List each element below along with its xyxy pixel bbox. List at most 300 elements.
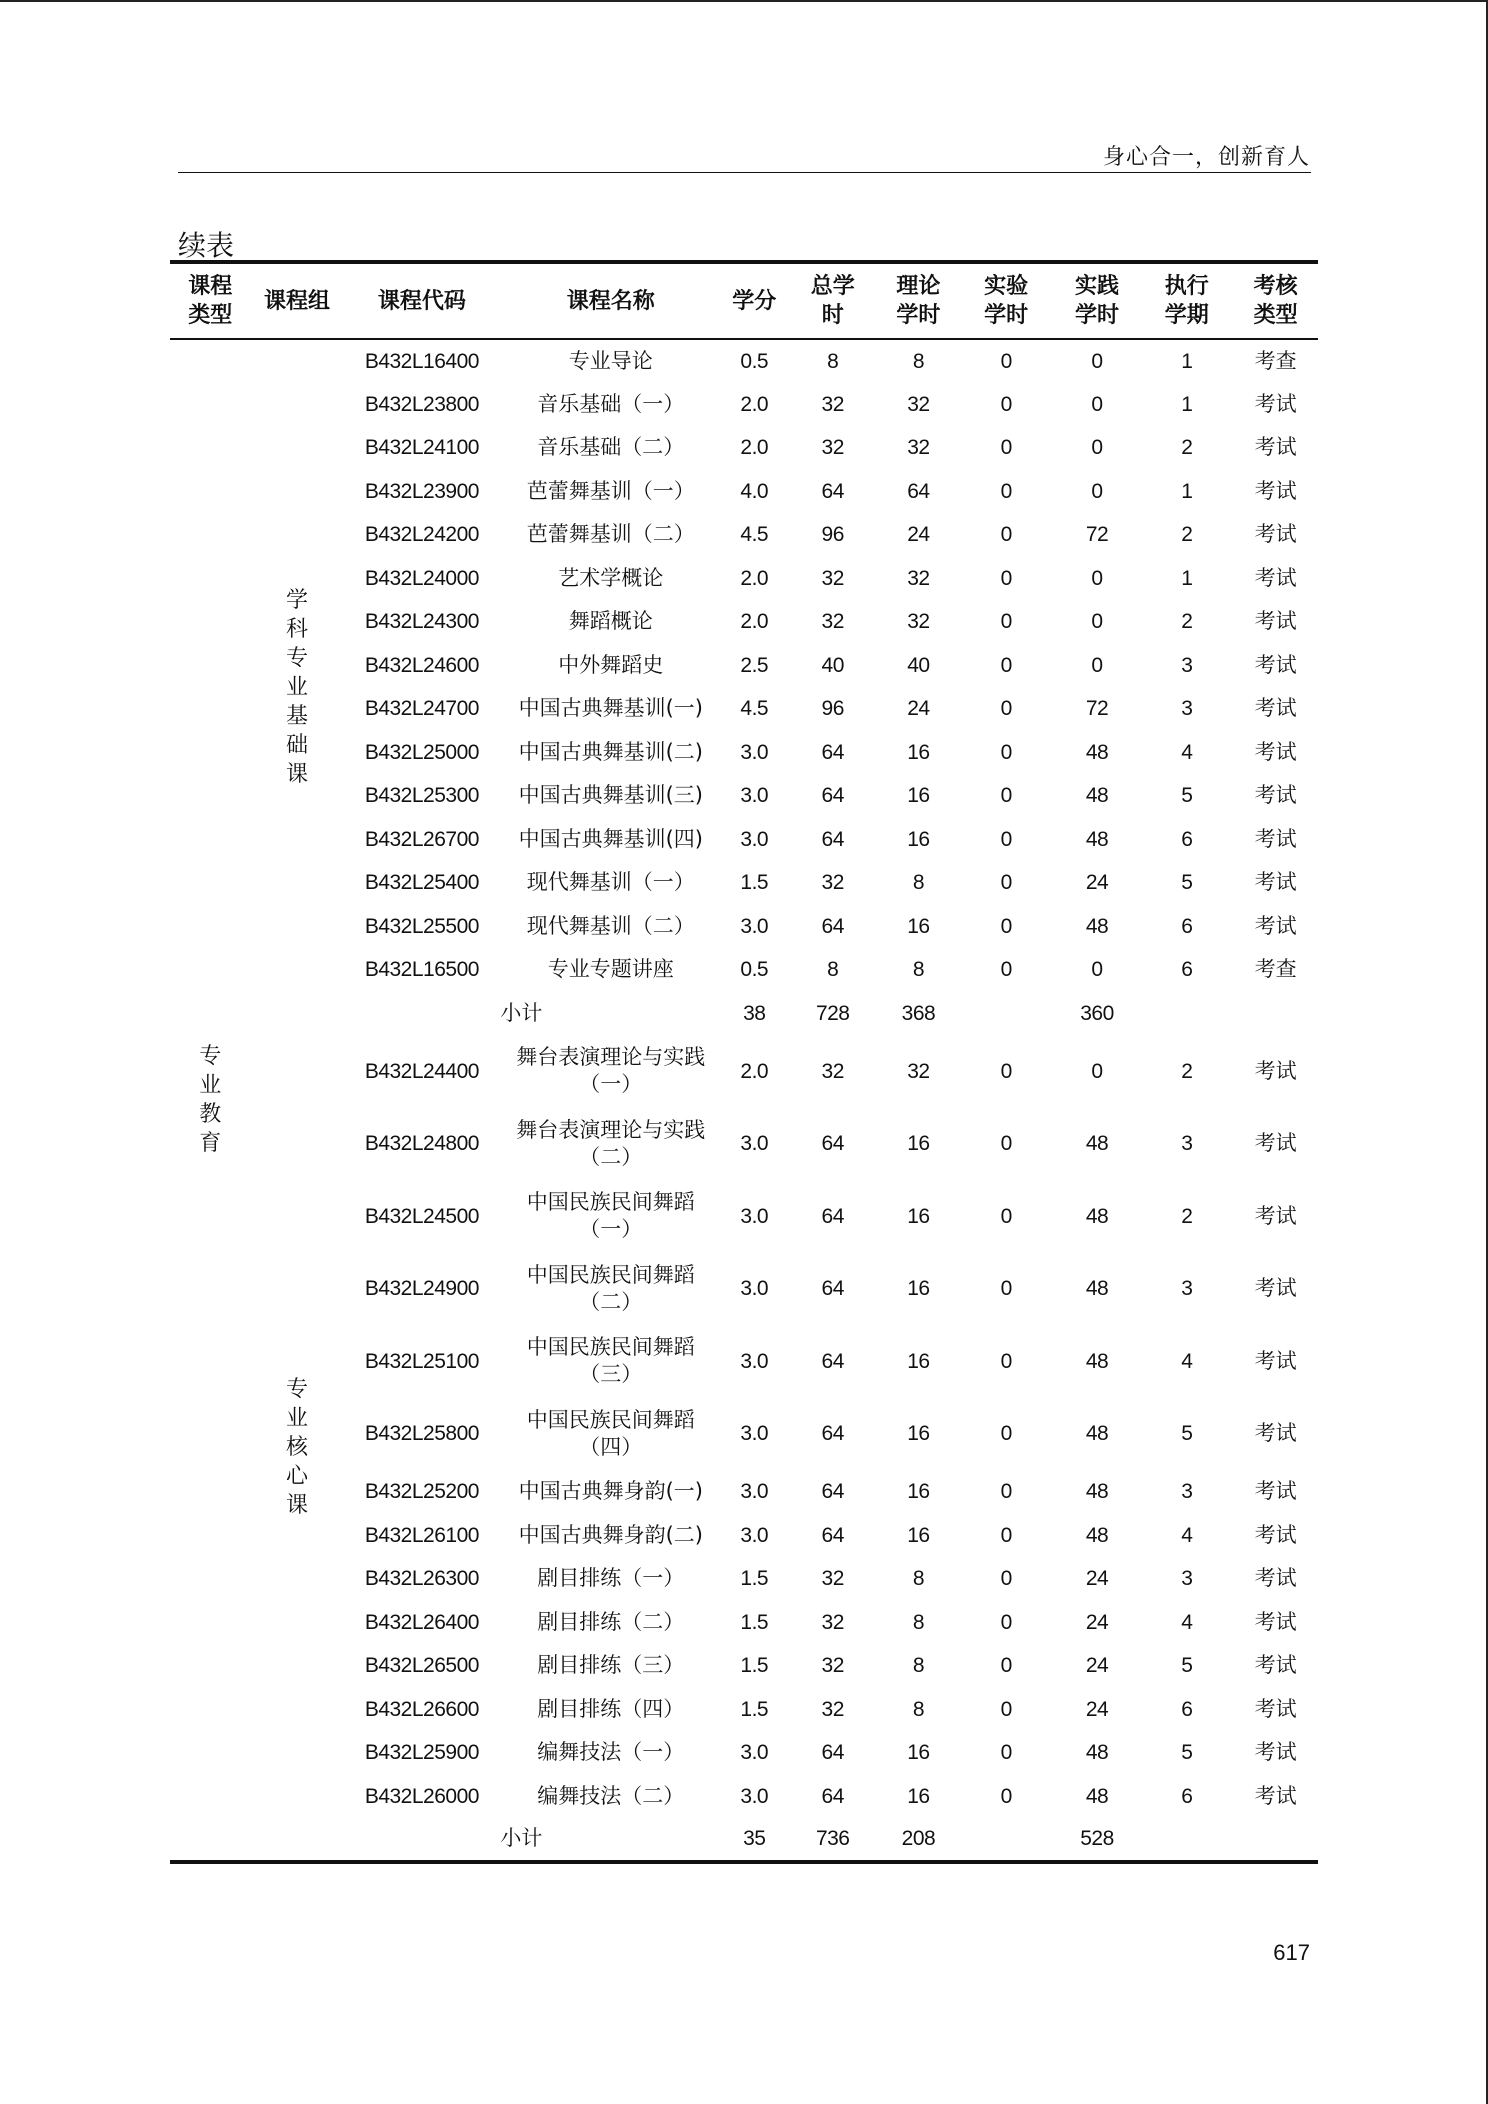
course-name: 剧目排练（一） — [537, 1566, 685, 1591]
practice-hours: 48 — [1085, 784, 1109, 808]
col-group-header: 课程组 — [251, 262, 344, 339]
course-code: B432L25800 — [364, 1422, 479, 1446]
semester: 6 — [1181, 1697, 1193, 1721]
theory-hours: 16 — [907, 914, 930, 938]
total-hours: 32 — [821, 566, 844, 590]
practice-hours: 48 — [1085, 1784, 1109, 1808]
total-hours: 32 — [821, 1654, 844, 1678]
lab-hours: 0 — [1000, 1567, 1012, 1591]
practice-hours: 48 — [1085, 1741, 1109, 1765]
course-code: B432L26500 — [364, 1654, 479, 1678]
practice-hours: 0 — [1091, 392, 1103, 416]
semester: 2 — [1181, 1204, 1193, 1228]
practice-hours: 48 — [1085, 1277, 1109, 1301]
course-group-label: 专业核心课 — [285, 1376, 308, 1518]
theory-hours: 16 — [907, 1741, 930, 1765]
semester: 6 — [1181, 958, 1193, 982]
credit: 0.5 — [740, 958, 769, 982]
semester: 6 — [1181, 827, 1193, 851]
course-name: 剧目排练（二） — [537, 1609, 685, 1634]
course-code: B432L16500 — [364, 958, 479, 982]
assessment-type: 考试 — [1254, 435, 1297, 460]
theory-hours: 8 — [912, 1697, 924, 1721]
lab-hours: 0 — [1000, 827, 1012, 851]
theory-hours: 32 — [907, 436, 930, 460]
practice-hours: 48 — [1085, 740, 1109, 764]
credit: 3.0 — [740, 1277, 769, 1301]
theory-hours: 40 — [907, 653, 930, 677]
course-name: 编舞技法（二） — [537, 1783, 685, 1808]
practice-hours: 0 — [1091, 653, 1103, 677]
practice-hours: 24 — [1085, 1610, 1109, 1634]
course-code: B432L25200 — [364, 1480, 479, 1504]
lab-hours: 0 — [1000, 436, 1012, 460]
subtotal-theory-hours: 368 — [901, 1001, 936, 1025]
semester: 3 — [1181, 1132, 1193, 1156]
course-name: 中国古典舞基训(三) — [518, 783, 703, 808]
subtotal-practice-hours: 528 — [1080, 1827, 1114, 1851]
subtotal-semester-empty — [1140, 1818, 1233, 1862]
credit: 3.0 — [740, 784, 769, 808]
credit: 4.5 — [740, 697, 769, 721]
running-head: 身心合一，创新育人 — [1102, 145, 1310, 170]
lab-hours: 0 — [1000, 1277, 1012, 1301]
assessment-type: 考试 — [1254, 1421, 1297, 1446]
course-name: 专业专题讲座 — [547, 957, 674, 982]
course-name: 舞台表演理论与实践（二） — [516, 1117, 706, 1169]
total-hours: 32 — [821, 436, 844, 460]
course-name: 艺术学概论 — [558, 565, 664, 590]
theory-hours: 16 — [907, 784, 930, 808]
course-code: B432L16400 — [364, 349, 479, 373]
lab-hours: 0 — [1000, 871, 1012, 895]
col-theory-hours-header: 理论学时 — [878, 262, 959, 339]
assessment-type: 考试 — [1254, 783, 1297, 808]
total-hours: 64 — [821, 784, 844, 808]
header-rule — [178, 172, 1311, 173]
subtotal-practice-hours: 360 — [1080, 1001, 1114, 1025]
total-hours: 8 — [827, 958, 839, 982]
assessment-type: 考试 — [1254, 652, 1297, 677]
lab-hours: 0 — [1000, 1059, 1012, 1083]
course-code: B432L24400 — [364, 1059, 479, 1083]
assessment-type: 考试 — [1254, 609, 1297, 634]
total-hours: 64 — [821, 1349, 844, 1373]
lab-hours: 0 — [1000, 1741, 1012, 1765]
theory-hours: 8 — [912, 1654, 924, 1678]
course-name: 剧目排练（三） — [537, 1653, 685, 1678]
practice-hours: 72 — [1085, 697, 1109, 721]
subtotal-label: 小计 — [500, 1000, 543, 1025]
total-hours: 32 — [821, 1610, 844, 1634]
assessment-type: 考试 — [1254, 1609, 1297, 1634]
credit: 3.0 — [740, 740, 769, 764]
semester: 4 — [1181, 1523, 1193, 1547]
semester: 3 — [1181, 1480, 1193, 1504]
course-name: 音乐基础（二） — [537, 435, 685, 460]
total-hours: 40 — [821, 653, 844, 677]
semester: 4 — [1181, 740, 1193, 764]
table-row — [170, 1035, 1318, 1108]
total-hours: 96 — [821, 697, 844, 721]
course-code: B432L24100 — [364, 436, 479, 460]
lab-hours: 0 — [1000, 1349, 1012, 1373]
subtotal-assessment-empty — [1233, 992, 1318, 1036]
semester: 5 — [1181, 1654, 1193, 1678]
assessment-type: 考试 — [1254, 522, 1297, 547]
credit: 4.0 — [740, 479, 769, 503]
course-name: 中国民族民间舞蹈（一） — [526, 1190, 695, 1242]
curriculum-table — [170, 260, 1318, 1864]
assessment-type: 考试 — [1254, 1131, 1297, 1156]
semester: 5 — [1181, 1422, 1193, 1446]
semester: 3 — [1181, 1277, 1193, 1301]
theory-hours: 16 — [907, 1523, 930, 1547]
course-code: B432L25400 — [364, 871, 479, 895]
total-hours: 64 — [821, 1277, 844, 1301]
course-name: 现代舞基训（二） — [526, 913, 695, 938]
course-name: 专业导论 — [568, 348, 653, 373]
theory-hours: 32 — [907, 1059, 930, 1083]
col-assessment-header: 考核类型 — [1233, 262, 1318, 339]
lab-hours: 0 — [1000, 392, 1012, 416]
course-name: 中国古典舞基训(二) — [518, 739, 703, 764]
total-hours: 64 — [821, 1132, 844, 1156]
total-hours: 64 — [821, 1784, 844, 1808]
credit: 2.0 — [740, 392, 769, 416]
practice-hours: 24 — [1085, 1567, 1109, 1591]
lab-hours: 0 — [1000, 349, 1012, 373]
practice-hours: 48 — [1085, 914, 1109, 938]
table-row — [170, 339, 1318, 383]
col-name-header: 课程名称 — [500, 262, 721, 339]
theory-hours: 16 — [907, 740, 930, 764]
course-code: B432L25300 — [364, 784, 479, 808]
credit: 3.0 — [740, 1422, 769, 1446]
col-practice-hours-header: 实践学时 — [1054, 262, 1141, 339]
lab-hours: 0 — [1000, 479, 1012, 503]
course-name: 中国民族民间舞蹈（二） — [526, 1262, 695, 1314]
lab-hours: 0 — [1000, 1654, 1012, 1678]
course-code: B432L24000 — [364, 566, 479, 590]
theory-hours: 8 — [912, 871, 924, 895]
course-code: B432L25500 — [364, 914, 479, 938]
semester: 3 — [1181, 697, 1193, 721]
total-hours: 64 — [821, 1422, 844, 1446]
subtotal-lab-empty — [959, 992, 1054, 1036]
lab-hours: 0 — [1000, 653, 1012, 677]
practice-hours: 0 — [1091, 1059, 1103, 1083]
total-hours: 32 — [821, 610, 844, 634]
semester: 5 — [1181, 784, 1193, 808]
course-name: 中外舞蹈史 — [558, 652, 664, 677]
subtotal-credit: 38 — [743, 1001, 766, 1025]
course-name: 中国民族民间舞蹈（三） — [526, 1335, 695, 1387]
page-top-border — [0, 0, 1488, 2]
course-code: B432L25900 — [364, 1741, 479, 1765]
credit: 2.0 — [740, 566, 769, 590]
assessment-type: 考试 — [1254, 739, 1297, 764]
theory-hours: 16 — [907, 1277, 930, 1301]
course-name: 舞台表演理论与实践（一） — [516, 1045, 706, 1097]
credit: 1.5 — [740, 1697, 769, 1721]
course-name: 中国民族民间舞蹈（四） — [526, 1407, 695, 1459]
credit: 4.5 — [740, 523, 769, 547]
credit: 1.5 — [740, 1567, 769, 1591]
course-name: 音乐基础（一） — [537, 391, 685, 416]
course-code: B432L24700 — [364, 697, 479, 721]
semester: 1 — [1181, 479, 1193, 503]
lab-hours: 0 — [1000, 1132, 1012, 1156]
total-hours: 64 — [821, 914, 844, 938]
assessment-type: 考试 — [1254, 870, 1297, 895]
lab-hours: 0 — [1000, 523, 1012, 547]
credit: 1.5 — [740, 871, 769, 895]
credit: 3.0 — [740, 827, 769, 851]
assessment-type: 考试 — [1254, 1783, 1297, 1808]
practice-hours: 0 — [1091, 610, 1103, 634]
col-credit-header: 学分 — [721, 262, 787, 339]
continued-label: 续表 — [178, 229, 235, 262]
subtotal-code-empty — [343, 992, 500, 1036]
practice-hours: 48 — [1085, 1204, 1109, 1228]
assessment-type: 考试 — [1254, 696, 1297, 721]
course-type-label: 专业教育 — [199, 1043, 222, 1156]
col-total-hours-header: 总学时 — [787, 262, 878, 339]
course-name: 芭蕾舞基训（二） — [526, 522, 695, 547]
col-code-header: 课程代码 — [343, 262, 500, 339]
course-code: B432L25000 — [364, 740, 479, 764]
semester: 6 — [1181, 914, 1193, 938]
total-hours: 32 — [821, 1059, 844, 1083]
lab-hours: 0 — [1000, 566, 1012, 590]
practice-hours: 48 — [1085, 1422, 1109, 1446]
credit: 3.0 — [740, 1349, 769, 1373]
semester: 6 — [1181, 1784, 1193, 1808]
credit: 3.0 — [740, 914, 769, 938]
semester: 2 — [1181, 436, 1193, 460]
assessment-type: 考试 — [1254, 1203, 1297, 1228]
subtotal-theory-hours: 208 — [901, 1827, 936, 1851]
practice-hours: 48 — [1085, 1480, 1109, 1504]
semester: 5 — [1181, 871, 1193, 895]
course-code: B432L26700 — [364, 827, 479, 851]
course-name: 中国古典舞身韵(一) — [518, 1479, 703, 1504]
theory-hours: 16 — [907, 1784, 930, 1808]
assessment-type: 考试 — [1254, 1348, 1297, 1373]
assessment-type: 考试 — [1254, 1740, 1297, 1765]
course-code: B432L24300 — [364, 610, 479, 634]
assessment-type: 考查 — [1254, 348, 1297, 373]
total-hours: 64 — [821, 479, 844, 503]
theory-hours: 32 — [907, 610, 930, 634]
theory-hours: 16 — [907, 1349, 930, 1373]
total-hours: 32 — [821, 1567, 844, 1591]
total-hours: 64 — [821, 1204, 844, 1228]
assessment-type: 考试 — [1254, 913, 1297, 938]
total-hours: 64 — [821, 1480, 844, 1504]
credit: 3.0 — [740, 1741, 769, 1765]
course-name: 舞蹈概论 — [568, 609, 653, 634]
course-code: B432L24200 — [364, 523, 479, 547]
theory-hours: 16 — [907, 1132, 930, 1156]
practice-hours: 24 — [1085, 1654, 1109, 1678]
lab-hours: 0 — [1000, 1422, 1012, 1446]
page-number: 617 — [1273, 1940, 1310, 1965]
practice-hours: 24 — [1085, 871, 1109, 895]
course-code: B432L23800 — [364, 392, 479, 416]
practice-hours: 0 — [1091, 958, 1103, 982]
course-code: B432L23900 — [364, 479, 479, 503]
course-code: B432L26000 — [364, 1784, 479, 1808]
total-hours: 64 — [821, 1741, 844, 1765]
assessment-type: 考试 — [1254, 1058, 1297, 1083]
lab-hours: 0 — [1000, 914, 1012, 938]
lab-hours: 0 — [1000, 1523, 1012, 1547]
theory-hours: 32 — [907, 392, 930, 416]
theory-hours: 32 — [907, 566, 930, 590]
course-name: 中国古典舞身韵(二) — [518, 1522, 703, 1547]
credit: 3.0 — [740, 1204, 769, 1228]
total-hours: 8 — [827, 349, 839, 373]
theory-hours: 8 — [912, 1610, 924, 1634]
practice-hours: 0 — [1091, 436, 1103, 460]
credit: 0.5 — [740, 349, 769, 373]
course-group-cell — [251, 339, 344, 1035]
course-code: B432L25100 — [364, 1349, 479, 1373]
total-hours: 32 — [821, 871, 844, 895]
semester: 2 — [1181, 610, 1193, 634]
total-hours: 96 — [821, 523, 844, 547]
subtotal-code-empty — [343, 1818, 500, 1862]
course-code: B432L26400 — [364, 1610, 479, 1634]
theory-hours: 16 — [907, 827, 930, 851]
course-name: 编舞技法（一） — [537, 1740, 685, 1765]
semester: 1 — [1181, 349, 1193, 373]
credit: 3.0 — [740, 1784, 769, 1808]
lab-hours: 0 — [1000, 1480, 1012, 1504]
lab-hours: 0 — [1000, 1784, 1012, 1808]
lab-hours: 0 — [1000, 1204, 1012, 1228]
total-hours: 64 — [821, 827, 844, 851]
course-name: 中国古典舞基训(四) — [518, 826, 703, 851]
assessment-type: 考试 — [1254, 391, 1297, 416]
assessment-type: 考试 — [1254, 1566, 1297, 1591]
course-code: B432L26100 — [364, 1523, 479, 1547]
course-code: B432L24600 — [364, 653, 479, 677]
col-type-header: 课程类型 — [170, 262, 251, 339]
lab-hours: 0 — [1000, 697, 1012, 721]
course-code: B432L26300 — [364, 1567, 479, 1591]
theory-hours: 16 — [907, 1480, 930, 1504]
table-body — [170, 339, 1318, 1862]
semester: 4 — [1181, 1610, 1193, 1634]
lab-hours: 0 — [1000, 1697, 1012, 1721]
practice-hours: 0 — [1091, 349, 1103, 373]
theory-hours: 8 — [912, 958, 924, 982]
lab-hours: 0 — [1000, 740, 1012, 764]
lab-hours: 0 — [1000, 1610, 1012, 1634]
credit: 2.5 — [740, 653, 769, 677]
assessment-type: 考试 — [1254, 478, 1297, 503]
practice-hours: 48 — [1085, 1132, 1109, 1156]
semester: 2 — [1181, 1059, 1193, 1083]
credit: 3.0 — [740, 1132, 769, 1156]
semester: 3 — [1181, 1567, 1193, 1591]
theory-hours: 24 — [907, 523, 930, 547]
lab-hours: 0 — [1000, 610, 1012, 634]
col-semester-header: 执行学期 — [1140, 262, 1233, 339]
col-lab-hours-header: 实验学时 — [959, 262, 1054, 339]
credit: 1.5 — [740, 1654, 769, 1678]
practice-hours: 48 — [1085, 1349, 1109, 1373]
subtotal-semester-empty — [1140, 992, 1233, 1036]
course-name: 中国古典舞基训(一) — [518, 696, 703, 721]
practice-hours: 48 — [1085, 1523, 1109, 1547]
course-group-cell — [251, 1035, 344, 1862]
assessment-type: 考试 — [1254, 565, 1297, 590]
course-name: 芭蕾舞基训（一） — [526, 478, 695, 503]
credit: 3.0 — [740, 1480, 769, 1504]
total-hours: 32 — [821, 1697, 844, 1721]
subtotal-total-hours: 728 — [815, 1001, 850, 1025]
course-code: B432L24500 — [364, 1204, 479, 1228]
subtotal-total-hours: 736 — [815, 1827, 850, 1851]
assessment-type: 考试 — [1254, 1696, 1297, 1721]
semester: 1 — [1181, 392, 1193, 416]
course-code: B432L24800 — [364, 1132, 479, 1156]
semester: 5 — [1181, 1741, 1193, 1765]
total-hours: 64 — [821, 1523, 844, 1547]
assessment-type: 考试 — [1254, 1479, 1297, 1504]
subtotal-lab-empty — [959, 1818, 1054, 1862]
credit: 2.0 — [740, 610, 769, 634]
total-hours: 64 — [821, 740, 844, 764]
total-hours: 32 — [821, 392, 844, 416]
theory-hours: 24 — [907, 697, 930, 721]
practice-hours: 0 — [1091, 566, 1103, 590]
assessment-type: 考试 — [1254, 1653, 1297, 1678]
practice-hours: 24 — [1085, 1697, 1109, 1721]
assessment-type: 考试 — [1254, 1276, 1297, 1301]
theory-hours: 16 — [907, 1204, 930, 1228]
semester: 4 — [1181, 1349, 1193, 1373]
semester: 3 — [1181, 653, 1193, 677]
table-header — [170, 262, 1318, 339]
course-code: B432L26600 — [364, 1697, 479, 1721]
lab-hours: 0 — [1000, 784, 1012, 808]
theory-hours: 8 — [912, 349, 924, 373]
course-name: 剧目排练（四） — [537, 1696, 685, 1721]
subtotal-label: 小计 — [500, 1826, 543, 1851]
credit: 2.0 — [740, 436, 769, 460]
subtotal-credit: 35 — [743, 1827, 766, 1851]
semester: 1 — [1181, 566, 1193, 590]
theory-hours: 64 — [907, 479, 930, 503]
practice-hours: 48 — [1085, 827, 1109, 851]
practice-hours: 72 — [1085, 523, 1109, 547]
theory-hours: 16 — [907, 1422, 930, 1446]
assessment-type: 考查 — [1254, 957, 1297, 982]
credit: 1.5 — [740, 1610, 769, 1634]
course-type-cell — [170, 339, 251, 1862]
course-name: 现代舞基训（一） — [526, 870, 695, 895]
practice-hours: 0 — [1091, 479, 1103, 503]
assessment-type: 考试 — [1254, 826, 1297, 851]
credit: 3.0 — [740, 1523, 769, 1547]
theory-hours: 8 — [912, 1567, 924, 1591]
semester: 2 — [1181, 523, 1193, 547]
